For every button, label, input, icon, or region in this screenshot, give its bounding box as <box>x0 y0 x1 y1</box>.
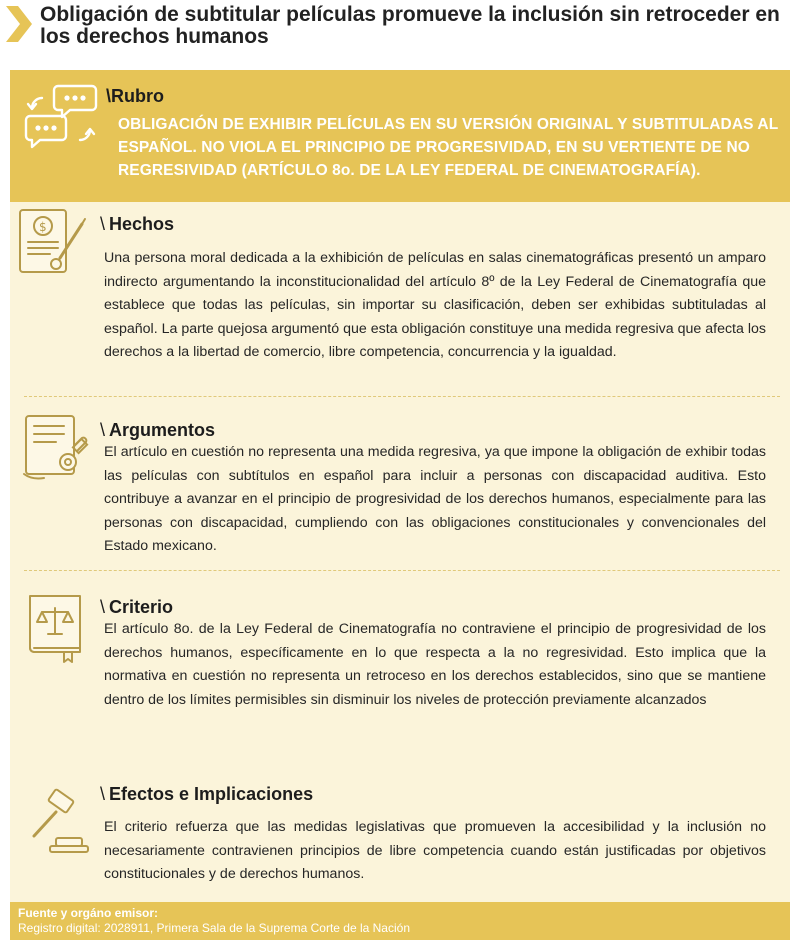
chevron-arrow-icon <box>6 6 32 42</box>
section-text-efectos: El criterio refuerza que las medidas legislativas que promueven la accesibilidad y la inclusión no necesariamente contravienen principios de libre competencia cuando están justificadas por objetivos constitucionales y de derechos humanos. <box>104 819 766 883</box>
law-book-icon <box>22 590 96 664</box>
section-heading-efectos: \ Efectos e Implicaciones <box>100 784 314 804</box>
section-text-criterio: El artículo 8o. de la Ley Federal de Cinematografía no contraviene el principio de progresividad de los derechos humanos, específicamente en lo que respecta a la no regresividad. Esto implica que la normativa en cuestión no representa un retroceso en los derechos establecidos, sino que se mantiene dentro de los límites permisibles sin disminuir los niveles de protección previamente alcanzados <box>104 621 766 708</box>
section-text-argumentos: El artículo en cuestión no representa una medida regresiva, ya que impone la obligación de exhibir todas las películas con subtítulos en español para incluir a personas con discapacidad auditiva. Esto contribuye a avanzar en el principio de progresividad de los derechos humanos, especialmente para las personas con discapacidad, cumpliendo con las obligaciones constitucionales y convencionales del Estado mexicano. <box>104 444 766 555</box>
rubro-heading: \Rubro <box>106 86 165 106</box>
section-heading-hechos: \ Hechos <box>100 214 175 234</box>
section-heading-argumentos: \ Argumentos <box>100 420 216 440</box>
source-text: Registro digital: 2028911, Primera Sala de la Suprema Corte de la Nación <box>18 921 410 935</box>
stamped-document-icon <box>20 412 94 486</box>
section-heading-criterio: \ Criterio <box>100 597 174 617</box>
chat-bubbles-icon <box>22 82 100 152</box>
rubro-text: OBLIGACIÓN DE EXHIBIR PELÍCULAS EN SU VERSIÓN ORIGINAL Y SUBTITULADAS AL ESPAÑOL. NO VIOLA EL PRINCIPIO DE PROGRESIVIDAD, EN SU VERTIENTE DE NO REGRESIVIDAD (ARTÍCULO 8o. DE LA LEY FEDERAL DE CINEMATOGRAFÍA). <box>118 116 778 179</box>
section-text-hechos: Una persona moral dedicada a la exhibición de películas en salas cinematográficas presentó un amparo indirecto argumentando la inconstitucionalidad del artículo 8º de la Ley Federal de Cinematografía que establece que todas las películas, sin importar su clasificación, deben ser exhibidas subtituladas al español. La parte quejosa argumentó que esta obligación constituye una medida regresiva que afecta los derechos a la libertad de comercio, libre competencia, concurrencia y la igualdad. <box>104 250 766 361</box>
page-title: Obligación de subtitular películas promueve la inclusión sin retroceder en los derechos humanos <box>40 3 780 48</box>
contract-signing-icon <box>16 206 90 280</box>
section-divider <box>24 570 780 571</box>
section-divider <box>24 396 780 397</box>
gavel-icon <box>26 786 100 860</box>
source-label: Fuente y orgáno emisor: <box>18 906 159 920</box>
svg-text:$: $ <box>39 220 47 234</box>
